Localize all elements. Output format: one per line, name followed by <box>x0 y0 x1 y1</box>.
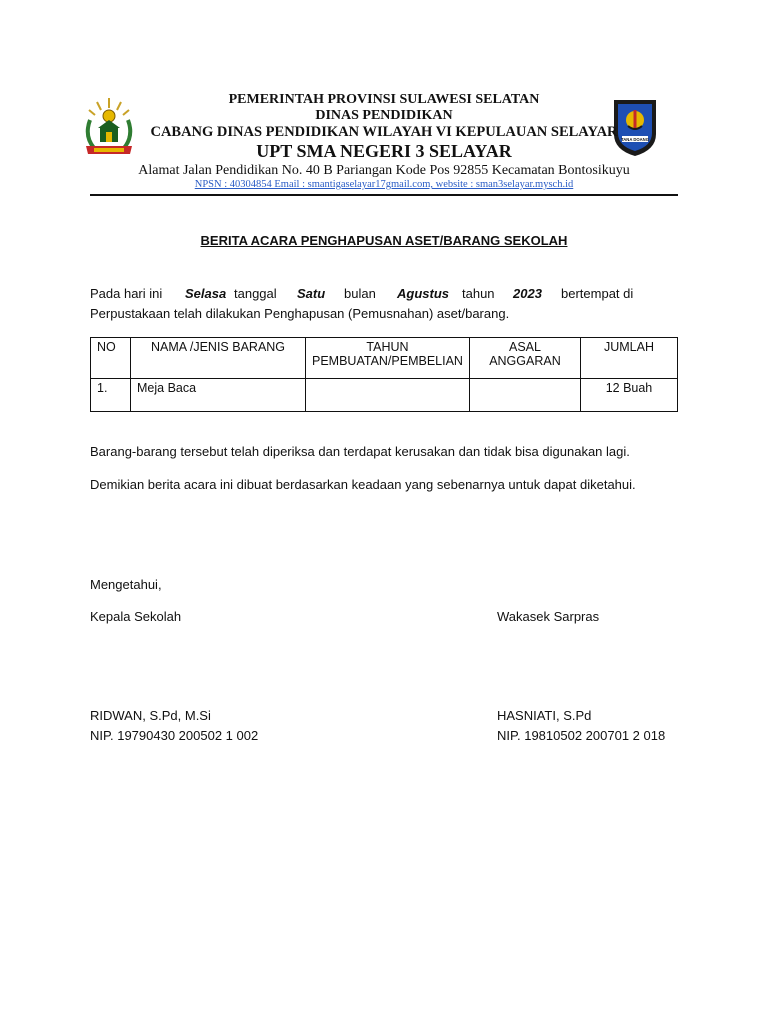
header-budget-line2: ANGGARAN <box>489 354 561 368</box>
opening-year: 2023 <box>513 286 542 301</box>
header-government: PEMERINTAH PROVINSI SULAWESI SELATAN <box>228 92 540 107</box>
contact-text[interactable]: NPSN : 40304854 Email : smantigaselayar17gmail.com, website : sman3selayar.mysch.id <box>194 179 574 190</box>
opening-day: Selasa <box>185 286 227 301</box>
cell-quantity: 12 Buah <box>580 379 677 412</box>
opening-text-4: tahun <box>462 286 495 301</box>
cell-budget-source <box>469 379 580 412</box>
header-budget-line1: ASAL <box>508 340 541 354</box>
header-school-name: UPT SMA NEGERI 3 SELAYAR <box>256 141 512 161</box>
left-signer-name: RIDWAN, S.Pd, M.Si <box>90 708 211 723</box>
header-year <box>306 338 470 379</box>
left-signer-role: Kepala Sekolah <box>90 609 182 624</box>
header-year-line1: TAHUN <box>366 340 409 354</box>
cell-no: 1. <box>91 379 131 412</box>
cell-item-name: Meja Baca <box>131 379 306 412</box>
opening-text-1: Pada hari ini <box>90 286 163 301</box>
table-header-row <box>91 338 678 379</box>
opening-line-2: Perpustakaan telah dilakukan Penghapusan (Pemusnahan) aset/barang. <box>90 306 510 321</box>
header-contact-line[interactable] <box>100 179 668 190</box>
header-quantity: JUMLAH <box>580 338 677 379</box>
header-year-line2: PEMBUATAN/PEMBELIAN <box>312 354 463 368</box>
left-signer-nip: NIP. 19790430 200502 1 002 <box>90 728 259 743</box>
header-no: NO <box>91 338 131 379</box>
right-signer-role: Wakasek Sarpras <box>497 609 600 624</box>
right-signer-nip: NIP. 19810502 200701 2 018 <box>497 728 666 743</box>
opening-text-3: bulan <box>344 286 376 301</box>
cell-year <box>306 379 470 412</box>
header-branch: CABANG DINAS PENDIDIKAN WILAYAH VI KEPULAUAN SELAYAR <box>150 124 618 140</box>
header-department: DINAS PENDIDIKAN <box>315 108 453 123</box>
document-title: BERITA ACARA PENGHAPUSAN ASET/BARANG SEKOLAH <box>200 233 568 248</box>
opening-text-2: tanggal <box>234 286 277 301</box>
provincial-emblem-logo <box>80 94 138 162</box>
header-budget-source <box>469 338 580 379</box>
asset-table <box>90 337 678 412</box>
logo-tana-doang-text: TANA DOANG <box>621 137 649 142</box>
right-signer-name: HASNIATI, S.Pd <box>497 708 592 723</box>
header-divider <box>90 194 678 196</box>
opening-date: Satu <box>297 286 326 301</box>
header-item-name: NAMA /JENIS BARANG <box>131 338 306 379</box>
table-row <box>91 379 678 412</box>
opening-text-5: bertempat di <box>561 286 634 301</box>
header-address: Alamat Jalan Pendidikan No. 40 B Pariangan Kode Pos 92855 Kecamatan Bontosikuyu <box>138 163 630 178</box>
inspection-paragraph: Barang-barang tersebut telah diperiksa dan terdapat kerusakan dan tidak bisa digunakan lagi. <box>90 444 630 459</box>
acknowledge-label: Mengetahui, <box>90 577 162 592</box>
opening-month: Agustus <box>397 286 449 301</box>
closing-paragraph: Demikian berita acara ini dibuat berdasarkan keadaan yang sebenarnya untuk dapat diketahui. <box>90 477 636 492</box>
